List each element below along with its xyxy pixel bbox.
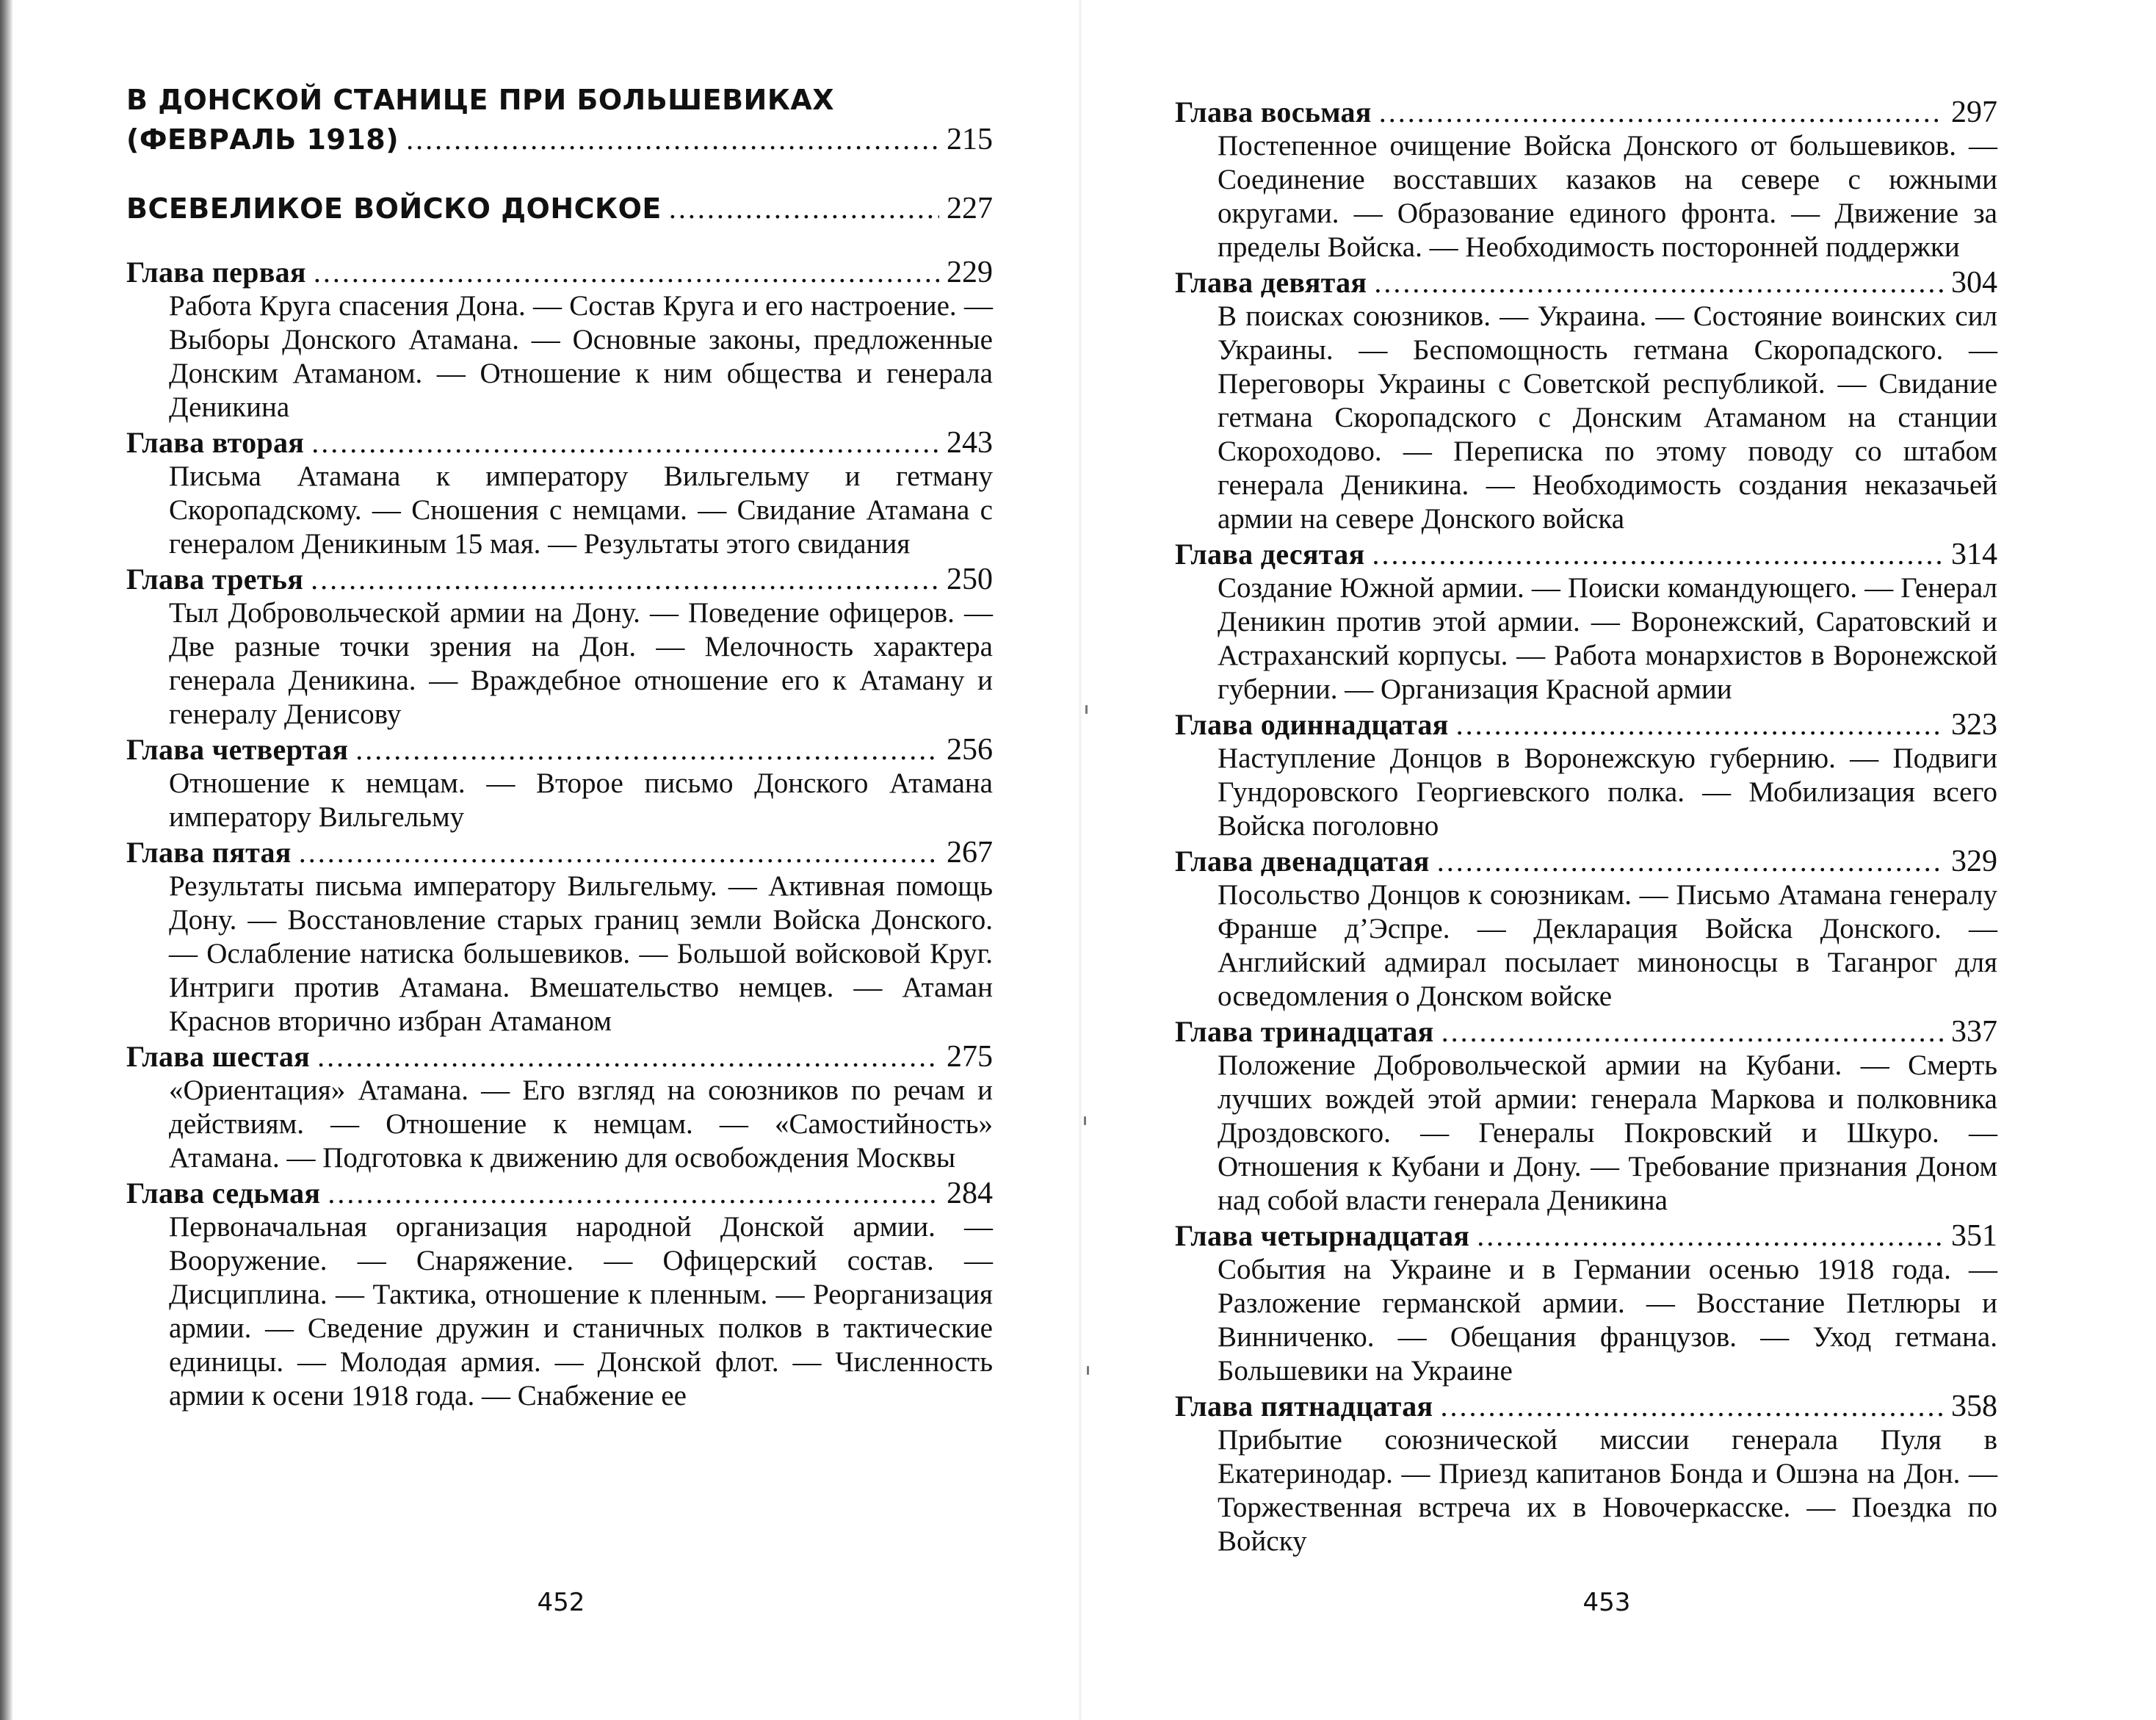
dot-leader	[314, 256, 939, 289]
chapter-title: Глава пятнадцатая	[1175, 1390, 1433, 1423]
dot-leader	[1372, 538, 1944, 571]
chapter-title: Глава первая	[126, 256, 306, 289]
chapter-summary: Первоначальная организация народной Донской армии. — Вооружение. — Снаряжение. — Офицерский состав. — Дисциплина. — Тактика, отношение к пленным. — Реорганизация армии. — Сведение дружин и станичных полков в тактические единицы. — Молодая армия. — Донской флот. — Численность армии к осени 1918 года. — Снабжение ее	[169, 1211, 993, 1412]
page-number: 358	[1951, 1390, 1997, 1423]
toc-chapter	[126, 733, 993, 834]
toc-chapter	[1175, 1390, 1997, 1558]
chapter-heading-row[interactable]	[1175, 1015, 1997, 1049]
chapter-heading-row[interactable]	[1175, 1390, 1997, 1423]
chapter-title: Глава четвертая	[126, 733, 349, 766]
chapter-heading-row[interactable]	[126, 1177, 993, 1210]
page-number: 314	[1951, 538, 1997, 571]
page-number: 267	[947, 836, 993, 870]
chapter-title: Глава седьмая	[126, 1177, 321, 1210]
page-edge-shadow	[0, 0, 13, 1720]
dot-leader	[299, 836, 939, 870]
toc-chapter	[126, 836, 993, 1038]
chapter-title: Глава пятая	[126, 836, 292, 869]
page-number: 275	[947, 1040, 993, 1074]
chapter-summary: Создание Южной армии. — Поиски командующего. — Генерал Деникин против этой армии. — Воронежский, Саратовский и Астраханский корпусы. — Работа монархистов в Воронежской губернии. — Организация Красной армии	[1218, 572, 1997, 705]
chapter-summary: Результаты письма императору Вильгельму. — Активная помощь Дону. — Восстановление старых границ земли Войска Донского. — Ослабление натиска большевиков. — Большой войсковой Круг. Интриги против Атамана. Вмешательство немцев. — Атаман Краснов вторично избран Атаманом	[169, 870, 993, 1037]
chapter-summary: Отношение к немцам. — Второе письмо Донского Атамана императору Вильгельму	[169, 767, 993, 833]
chapter-heading-row[interactable]	[126, 426, 993, 460]
page-number: 323	[1951, 708, 1997, 742]
section-title: ВСЕВЕЛИКОЕ ВОЙСКО ДОНСКОЕ	[126, 192, 662, 225]
dot-leader	[1477, 1219, 1944, 1253]
chapter-summary: Тыл Добровольческой армии на Дону. — Поведение офицеров. — Две разные точки зрения на Дон. — Мелочность характера генерала Деникина. — Враждебное отношение его к Атаману и генералу Денисову	[169, 597, 993, 730]
toc-section	[126, 187, 993, 231]
chapter-title: Глава девятая	[1175, 266, 1367, 299]
dot-leader	[1441, 1015, 1944, 1049]
page-number: 337	[1951, 1015, 1997, 1049]
chapter-heading-row[interactable]	[1175, 95, 1997, 129]
chapter-summary: В поисках союзников. — Украина. — Состояние воинских сил Украины. — Беспомощность гетмана Скоропадского. — Переговоры Украины с Советской республикой. — Свидание гетмана Скоропадского с Донским Атаманом на станции Скороходово. — Переписка по этому поводу со штабом генерала Деникина. — Необходимость создания неказачьей армии на севере Донского войска	[1218, 300, 1997, 535]
folio-right: 453	[1582, 1588, 1631, 1617]
scan-speck	[1085, 705, 1088, 714]
dot-leader	[1456, 708, 1944, 742]
toc-chapter	[126, 256, 993, 424]
toc-chapter	[1175, 266, 1997, 536]
section-entry-row[interactable]	[126, 187, 993, 231]
page-number: 351	[1951, 1219, 1997, 1253]
dot-leader	[406, 118, 939, 162]
chapter-summary: Постепенное очищение Войска Донского от большевиков. — Соединение восставших казаков на севере с южными округами. — Образование единого фронта. — Движение за пределы Войска. — Необходимость посторонней поддержки	[1218, 130, 1997, 263]
chapter-title: Глава двенадцатая	[1175, 845, 1430, 878]
page-number: 284	[947, 1177, 993, 1210]
chapter-heading-row[interactable]	[126, 733, 993, 767]
chapter-heading-row[interactable]	[126, 563, 993, 596]
dot-leader	[317, 1040, 939, 1074]
chapter-summary: Письма Атамана к императору Вильгельму и гетману Скоропадскому. — Сношения с немцами. — Свидание Атамана с генералом Деникиным 15 мая. — Результаты этого свидания	[169, 460, 993, 560]
chapter-heading-row[interactable]	[126, 836, 993, 870]
toc-chapter	[126, 563, 993, 731]
chapter-title: Глава тринадцатая	[1175, 1015, 1434, 1048]
right-toc	[1175, 95, 1997, 1560]
chapter-summary: Прибытие союзнической миссии генерала Пуля в Екатеринодар. — Приезд капитанов Бонда и Ошэна на Дон. — Торжественная встреча их в Новочеркасске. — Поездка по Войску	[1218, 1424, 1997, 1557]
chapter-heading-row[interactable]	[126, 1040, 993, 1074]
chapter-heading-row[interactable]	[1175, 708, 1997, 742]
scan-speck	[1084, 1116, 1086, 1125]
page-number: 297	[1951, 95, 1997, 129]
dot-leader	[669, 187, 939, 231]
page-number: 304	[1951, 266, 1997, 300]
toc-chapter	[1175, 845, 1997, 1013]
toc-chapter	[126, 1040, 993, 1175]
chapter-heading-row[interactable]	[1175, 266, 1997, 300]
toc-section	[126, 82, 993, 162]
chapter-title: Глава третья	[126, 563, 304, 596]
toc-chapter	[126, 1177, 993, 1413]
chapter-heading-row[interactable]	[1175, 845, 1997, 878]
chapter-heading-row[interactable]	[126, 256, 993, 289]
page-number: 256	[947, 733, 993, 767]
toc-chapter	[1175, 1015, 1997, 1218]
dot-leader	[1441, 1390, 1945, 1423]
chapter-summary: Положение Добровольческой армии на Кубани. — Смерть лучших вождей этой армии: генерала Маркова и полковника Дроздовского. — Генералы Покровский и Шкуро. — Отношения к Кубани и Дону. — Требование признания Доном над собой власти генерала Деникина	[1218, 1049, 1997, 1216]
section-entry-row[interactable]	[126, 118, 993, 162]
page-number: 243	[947, 426, 993, 460]
chapter-title: Глава вторая	[126, 426, 305, 459]
chapter-heading-row[interactable]	[1175, 1219, 1997, 1253]
page-number: 227	[947, 192, 993, 225]
toc-chapter	[1175, 95, 1997, 264]
toc-chapter	[1175, 708, 1997, 843]
chapter-heading-row[interactable]	[1175, 538, 1997, 571]
page-number: 215	[947, 123, 993, 156]
page-number: 229	[947, 256, 993, 289]
chapter-title: Глава восьмая	[1175, 95, 1372, 129]
chapter-title: Глава шестая	[126, 1040, 311, 1073]
section-title-line1: В ДОНСКОЙ СТАНИЦЕ ПРИ БОЛЬШЕВИКАХ	[126, 84, 835, 116]
toc-chapter	[1175, 1219, 1997, 1388]
chapter-summary: Работа Круга спасения Дона. — Состав Круга и его настроение. — Выборы Донского Атамана. — Основные законы, предложенные Донским Атаманом. — Отношение к ним общества и генерала Деникина	[169, 290, 993, 423]
dot-leader	[328, 1177, 939, 1210]
dot-leader	[355, 733, 939, 767]
chapter-title: Глава четырнадцатая	[1175, 1219, 1470, 1252]
folio-left: 452	[537, 1588, 585, 1617]
left-toc	[126, 82, 993, 1414]
page-number: 250	[947, 563, 993, 596]
scan-speck	[1087, 1366, 1089, 1375]
toc-chapter	[126, 426, 993, 561]
chapter-summary: События на Украине и в Германии осенью 1918 года. — Разложение германской армии. — Восстание Петлюры и Винниченко. — Обещания французов. — Уход гетмана. Большевики на Украине	[1218, 1254, 1997, 1387]
dot-leader	[311, 426, 939, 460]
toc-chapter	[1175, 538, 1997, 707]
dot-leader	[1437, 845, 1944, 878]
dot-leader	[1379, 95, 1944, 129]
dot-leader	[311, 563, 939, 596]
chapter-title: Глава одиннадцатая	[1175, 708, 1449, 741]
page-number: 329	[1951, 845, 1997, 878]
chapter-title: Глава десятая	[1175, 538, 1365, 571]
book-gutter	[1078, 0, 1082, 1720]
chapter-summary: «Ориентация» Атамана. — Его взгляд на союзников по речам и действиям. — Отношение к немцам. — «Самостийность» Атамана. — Подготовка к движению для освобождения Москвы	[169, 1074, 993, 1174]
section-title-line2: (ФЕВРАЛЬ 1918)	[126, 123, 399, 156]
dot-leader	[1374, 266, 1944, 300]
chapter-summary: Посольство Донцов к союзникам. — Письмо Атамана генералу Франше д’Эспре. — Декларация Войска Донского. — Английский адмирал посылает миноносцы в Таганрог для осведомления о Донском войске	[1218, 879, 1997, 1012]
chapter-summary: Наступление Донцов в Воронежскую губернию. — Подвиги Гундоровского Георгиевского полка. — Мобилизация всего Войска поголовно	[1218, 742, 1997, 842]
